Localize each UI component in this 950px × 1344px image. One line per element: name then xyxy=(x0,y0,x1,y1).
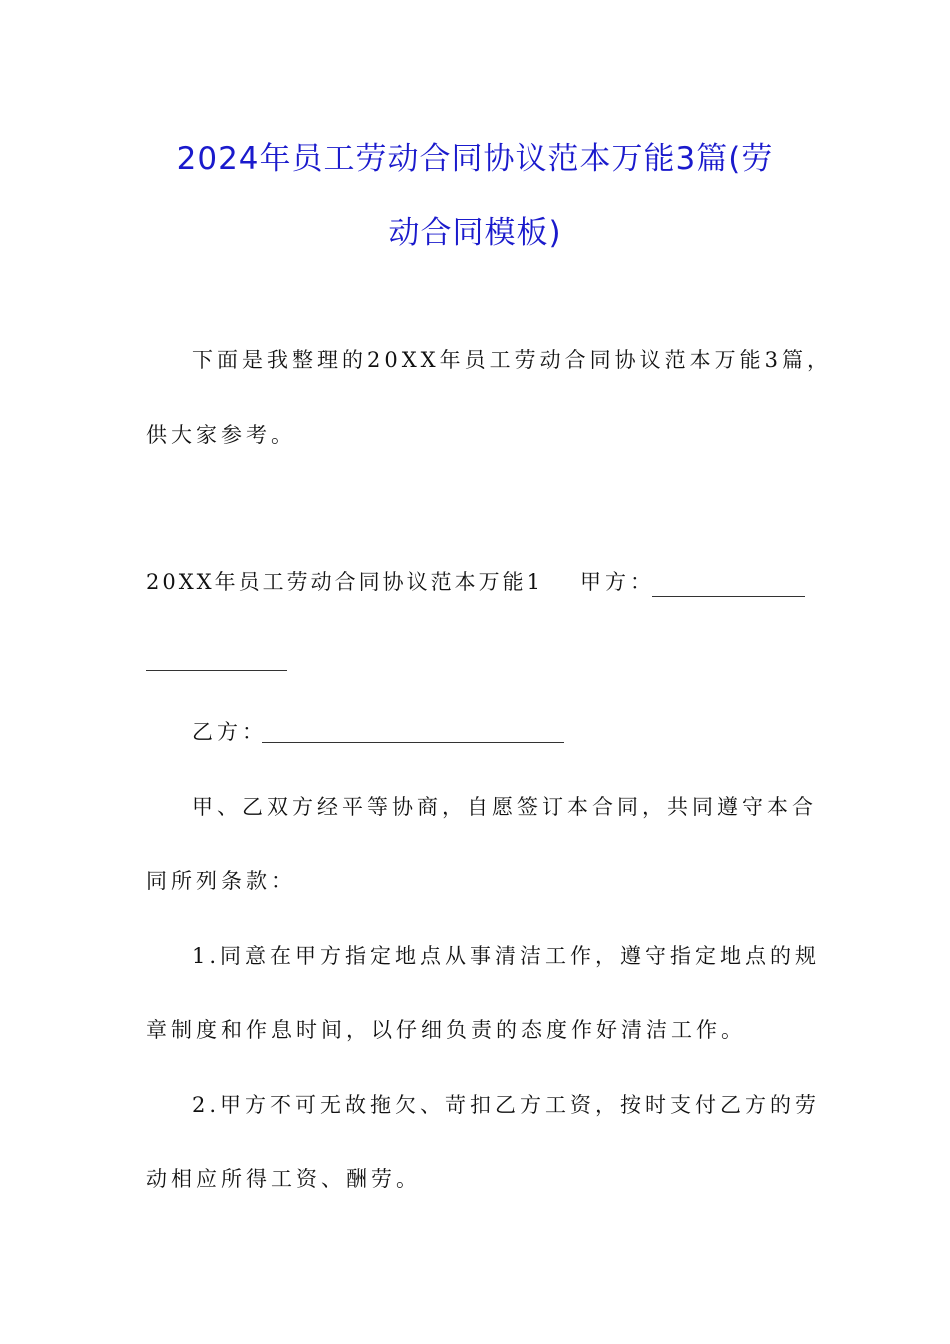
party-b-label: 乙方： xyxy=(192,720,267,744)
clause-2-line-1: 2.甲方不可无故拖欠、苛扣乙方工资，按时支付乙方的劳 xyxy=(192,1093,821,1117)
agreement-line-1: 甲、乙双方经平等协商，自愿签订本合同，共同遵守本合 xyxy=(192,795,817,819)
party-a-blank-line-continued xyxy=(146,650,287,671)
clause-1-line-1: 1.同意在甲方指定地点从事清洁工作，遵守指定地点的规 xyxy=(192,944,821,968)
clause-2-line-2: 动相应所得工资、酬劳。 xyxy=(146,1167,421,1191)
section-1-heading: 20XX年员工劳动合同协议范本万能1 xyxy=(146,570,543,594)
document-title-line-2: 动合同模板) xyxy=(388,215,562,251)
agreement-line-2: 同所列条款： xyxy=(146,869,296,893)
clause-1-line-2: 章制度和作息时间，以仔细负责的态度作好清洁工作。 xyxy=(146,1018,746,1042)
party-a-blank-line xyxy=(652,576,805,597)
party-b-blank-line xyxy=(262,722,564,743)
party-a-label: 甲方： xyxy=(580,570,655,594)
document-title-line-1: 2024年员工劳动合同协议范本万能3篇(劳 xyxy=(176,141,774,177)
intro-line-2: 供大家参考。 xyxy=(146,423,296,447)
intro-line-1: 下面是我整理的20XX年员工劳动合同协议范本万能3篇， xyxy=(192,348,832,372)
